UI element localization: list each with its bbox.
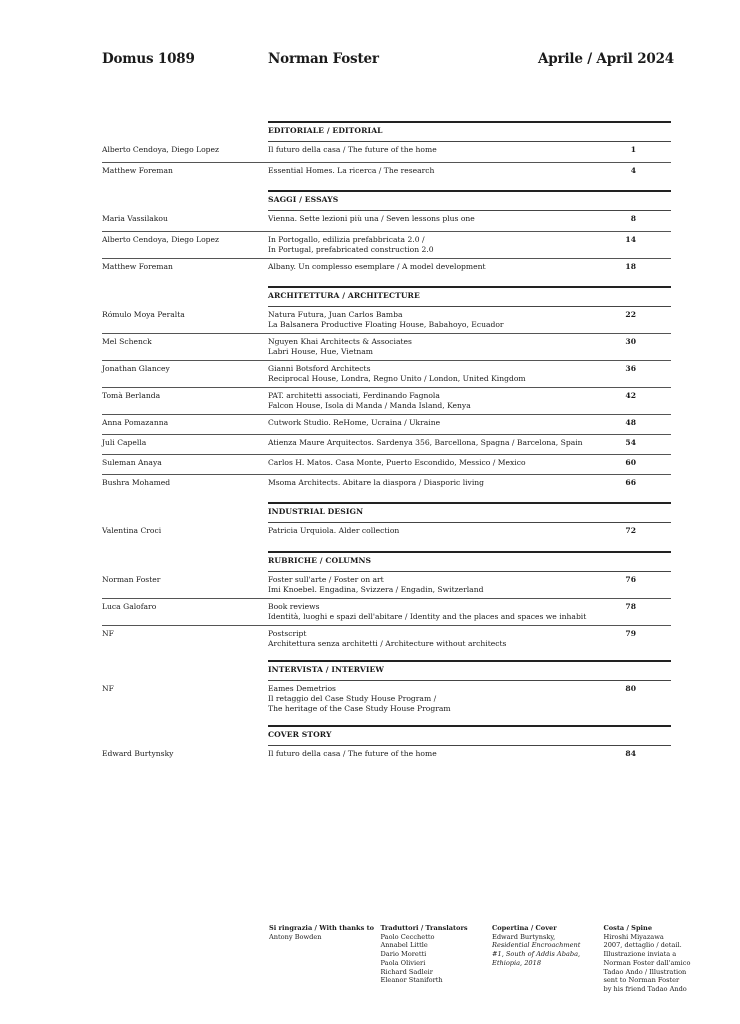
entry-page: 84 [625,749,636,758]
entry-title: Il futuro della casa / The future of the home [268,145,437,154]
entry-page: 79 [625,629,636,638]
toc-entry [102,162,671,182]
credit-lines: Paolo Cecchetto Annabel Little Dario Moretti Paola Olivieri Richard Sadleir Eleanor Staniforth [380,932,443,985]
entry-title: Nguyen Khai Architects & Associates Labri House, Hue, Vietnam [268,337,412,356]
entry-author: Luca Galofaro [102,602,157,611]
entry-title: Gianni Botsford Architects Reciprocal House, Londra, Regno Unito / London, United Kingdom [268,364,526,383]
toc-entry [102,598,671,625]
section-entries [102,572,671,652]
entry-author: Tomà Berlanda [102,391,161,400]
credit-column [381,924,493,994]
issue-date: Aprile / April 2024 [538,51,674,67]
section-heading: ARCHITETTURA / ARCHITECTURE [268,286,671,307]
entry-page: 60 [625,458,636,467]
entry-author: Valentina Croci [102,526,162,535]
toc-entry [102,454,671,474]
entry-page: 30 [625,337,636,346]
entry-title: Cutwork Studio. ReHome, Ucraina / Ukraine [268,418,441,427]
entry-page: 42 [625,391,636,400]
toc-entry [102,414,671,434]
credit-heading: Copertina / Cover [492,924,557,932]
toc-entry [102,746,671,766]
entry-page: 72 [625,526,636,535]
toc-entry [102,523,671,543]
section-heading: SAGGI / ESSAYS [268,190,671,211]
entry-author: Alberto Cendoya, Diego Lopez [102,145,220,154]
entry-author: Edward Burtynsky [102,749,174,758]
credit-lines: Antony Bowden [269,932,322,941]
toc-entry [102,360,671,387]
entry-page: 66 [625,478,636,487]
guest-editor: Norman Foster [268,51,379,67]
entry-title: Foster sull'arte / Foster on art Imi Knoebel. Engadina, Svizzera / Engadin, Switzerland [268,575,484,594]
section-entries [102,307,671,494]
entry-page: 36 [625,364,636,373]
entry-title: Vienna. Sette lezioni più una / Seven lessons plus one [268,214,475,223]
entry-author: Mel Schenck [102,337,152,346]
entry-page: 4 [630,166,636,175]
entry-title: Msoma Architects. Abitare la diaspora / Diasporic living [268,478,485,487]
entry-title: In Portogallo, edilizia prefabbricata 2.0 / In Portugal, prefabricated construction 2.0 [268,235,434,254]
toc-entry [102,474,671,494]
entry-author: NF [102,684,114,693]
entry-author: Rómulo Moya Peralta [102,310,185,319]
table-of-contents [102,121,671,766]
section-entries [102,746,671,766]
credit-lines: Edward Burtynsky, [492,932,556,941]
entry-page: 18 [625,262,636,271]
entry-title: Il futuro della casa / The future of the home [268,749,437,758]
credit-column [492,924,604,994]
credit-heading: Costa / Spine [603,924,653,932]
toc-entry [102,387,671,414]
entry-page: 76 [625,575,636,584]
entry-author: Maria Vassilakou [102,214,168,223]
section-heading: EDITORIALE / EDITORIAL [268,121,671,142]
entry-title: Patricia Urquiola. Alder collection [268,526,400,535]
entry-page: 54 [625,438,636,447]
section-entries [102,681,671,717]
section-heading: INTERVISTA / INTERVIEW [268,660,671,681]
credit-column [269,924,381,994]
credits [269,924,715,994]
toc-entry [102,681,671,717]
section-entries [102,523,671,543]
entry-author: NF [102,629,114,638]
section-entries [102,142,671,182]
credit-heading: Traduttori / Translators [380,924,468,932]
toc-entry [102,333,671,360]
entry-title: Eames Demetrios Il retaggio del Case Study House Program / The heritage of the Case Study House Program [268,684,451,713]
toc-entry [102,258,671,278]
section-heading: COVER STORY [268,725,671,746]
entry-title: Postscript Architettura senza architetti / Architecture without architects [268,629,507,648]
section-heading: INDUSTRIAL DESIGN [268,502,671,523]
credit-column [604,924,716,994]
entry-author: Suleman Anaya [102,458,162,467]
entry-author: Matthew Foreman [102,262,173,271]
entry-author: Alberto Cendoya, Diego Lopez [102,235,220,244]
credit-italic-lines: Residential Encroachment #1, South of Addis Ababa, Ethiopia, 2018 [492,941,581,967]
entry-title: Essential Homes. La ricerca / The research [268,166,435,175]
entry-title: Natura Futura, Juan Carlos Bamba La Balsanera Productive Floating House, Babahoyo, Ecuador [268,310,504,329]
entry-author: Bushra Mohamed [102,478,171,487]
entry-title: Atienza Maure Arquitectos. Sardenya 356, Barcellona, Spagna / Barcelona, Spain [268,438,583,447]
credit-lines: Hiroshi Miyazawa 2007, dettaglio / detail. Illustrazione inviata a Norman Foster dall'amico Tadao Ando / Illustration sent to Norman Foster by his friend Tadao Ando [603,932,691,993]
entry-author: Matthew Foreman [102,166,173,175]
entry-page: 1 [630,145,636,154]
entry-title: PAT. architetti associati, Ferdinando Fagnola Falcon House, Isola di Manda / Manda Island, Kenya [268,391,471,410]
entry-author: Juli Capella [102,438,147,447]
toc-entry [102,231,671,258]
section-heading: RUBRICHE / COLUMNS [268,551,671,572]
issue-number: Domus 1089 [102,51,195,67]
entry-page: 48 [625,418,636,427]
entry-page: 14 [625,235,636,244]
entry-title: Carlos H. Matos. Casa Monte, Puerto Escondido, Messico / Mexico [268,458,526,467]
section-entries [102,211,671,278]
toc-entry [102,307,671,333]
entry-page: 80 [625,684,636,693]
entry-page: 22 [625,310,636,319]
entry-author: Jonathan Glancey [102,364,170,373]
toc-entry [102,142,671,162]
toc-entry [102,625,671,652]
entry-author: Anna Pomazanna [102,418,169,427]
entry-page: 8 [630,214,636,223]
entry-title: Book reviews Identità, luoghi e spazi dell'abitare / Identity and the places and spaces we inhabit [268,602,587,621]
toc-entry [102,211,671,231]
entry-author: Norman Foster [102,575,161,584]
toc-entry [102,434,671,454]
entry-title: Albany. Un complesso esemplare / A model development [268,262,486,271]
credit-heading: Si ringrazia / With thanks to [269,924,375,932]
toc-entry [102,572,671,598]
entry-page: 78 [625,602,636,611]
